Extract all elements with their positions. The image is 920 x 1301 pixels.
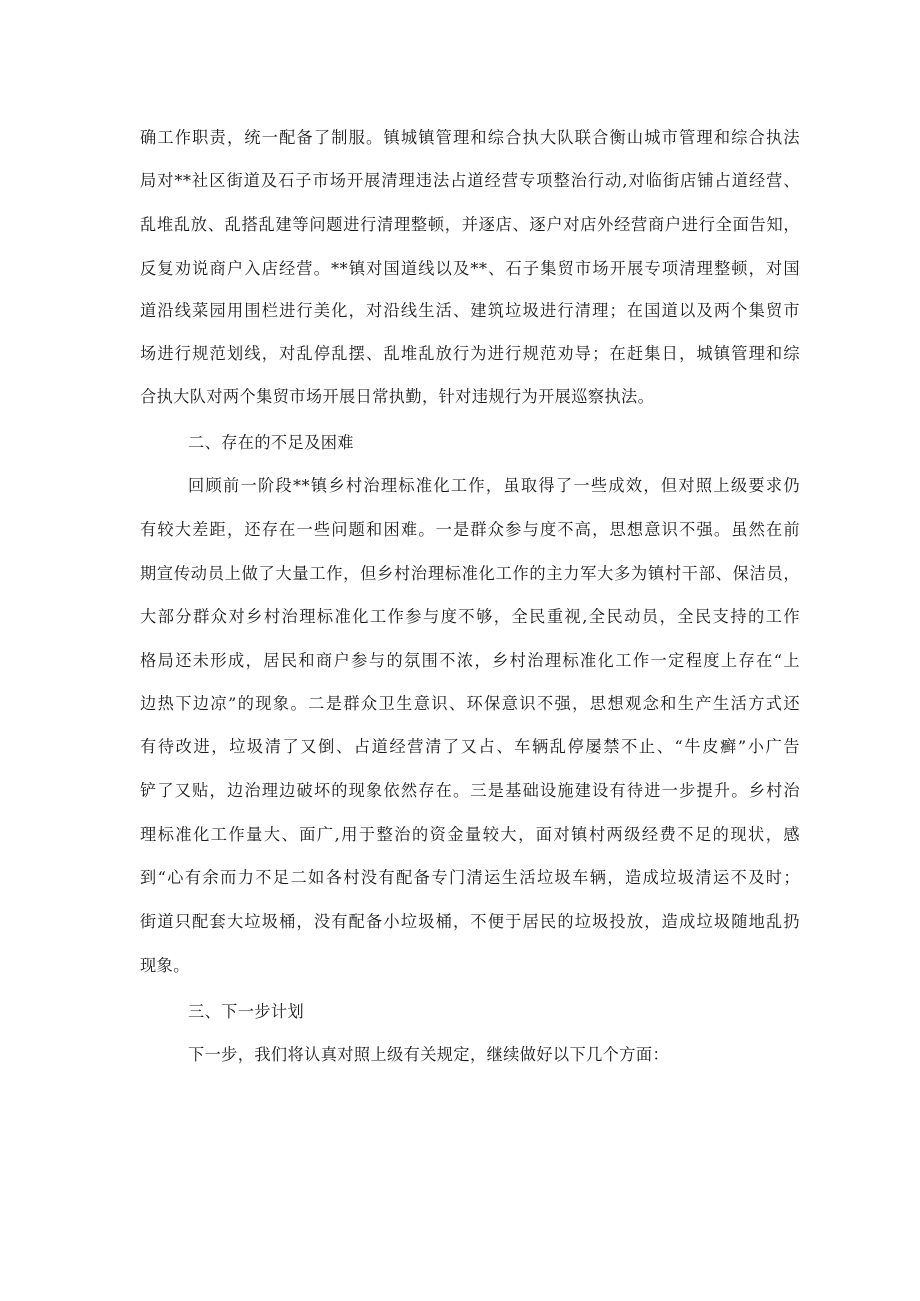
- paragraph-1-line: 合执大队对两个集贸市场开展日常执勤，针对违规行为开展巡察执法。: [140, 387, 655, 406]
- paragraph-2-line: 街道只配套大垃圾桶，没有配备小垃圾桶，不便于居民的垃圾投放，造成垃圾随地乱扔: [140, 912, 800, 931]
- paragraph-2-line: 格局还未形成，居民和商户参与的氛围不浓，乡村治理标准化工作一定程度上存在“上: [140, 651, 800, 670]
- paragraph-1-line: 反复劝说商户入店经营。**镇对国道线以及**、石子集贸市场开展专项清理整顿，对国: [140, 259, 800, 278]
- paragraph-2-line: 边热下边凉”的现象。二是群众卫生意识、环保意识不强，思想观念和生产生活方式还: [140, 694, 800, 713]
- paragraph-2-line: 大部分群众对乡村治理标准化工作参与度不够，全民重视,全民动员，全民支持的工作: [140, 607, 800, 626]
- paragraph-2-line: 现象。: [140, 956, 190, 975]
- paragraph-2-line: 到“心有余而力不足二如各村没有配备专门清运生活垃圾车辆，造成垃圾清运不及时；: [140, 868, 800, 887]
- paragraph-1-line: 确工作职责，统一配备了制服。镇城镇管理和综合执大队联合衡山城市管理和综合执法: [140, 128, 800, 147]
- paragraph-2-line: 回顾前一阶段**镇乡村治理标准化工作，虽取得了一些成效，但对照上级要求仍: [188, 476, 800, 495]
- paragraph-2-line: 有待改进，垃圾清了又倒、占道经营清了又占、车辆乱停屡禁不止、“牛皮癣”小广告: [140, 737, 800, 756]
- paragraph-2-line: 有较大差距，还存在一些问题和困难。一是群众参与度不高，思想意识不强。虽然在前: [140, 520, 800, 539]
- paragraph-1-line: 道沿线菜园用围栏进行美化，对沿线生活、建筑垃圾进行清理；在国道以及两个集贸市: [140, 301, 800, 320]
- paragraph-2-line: 期宣传动员上做了大量工作，但乡村治理标准化工作的主力军大多为镇村干部、保洁员，: [140, 564, 800, 583]
- paragraph-2-line: 铲了又贴，边治理边破坏的现象依然存在。三是基础设施建设有待进一步提升。乡村治: [140, 781, 800, 800]
- section-heading: 二、存在的不足及困难: [188, 433, 354, 452]
- section-heading: 三、下一步计划: [188, 1002, 305, 1021]
- paragraph-3-line: 下一步，我们将认真对照上级有关规定，继续做好以下几个方面：: [188, 1045, 670, 1064]
- paragraph-1-line: 局对**社区街道及石子市场开展清理违法占道经营专项整治行动,对临街店铺占道经营、: [140, 171, 800, 190]
- paragraph-2-line: 理标准化工作量大、面广,用于整治的资金量较大，面对镇村两级经费不足的现状，感: [140, 825, 800, 844]
- paragraph-1-line: 乱堆乱放、乱搭乱建等问题进行清理整顿，并逐店、逐户对店外经营商户进行全面告知，: [140, 215, 800, 234]
- paragraph-1-line: 场进行规范划线，对乱停乱摆、乱堆乱放行为进行规范劝导；在赶集日，城镇管理和综: [140, 344, 800, 363]
